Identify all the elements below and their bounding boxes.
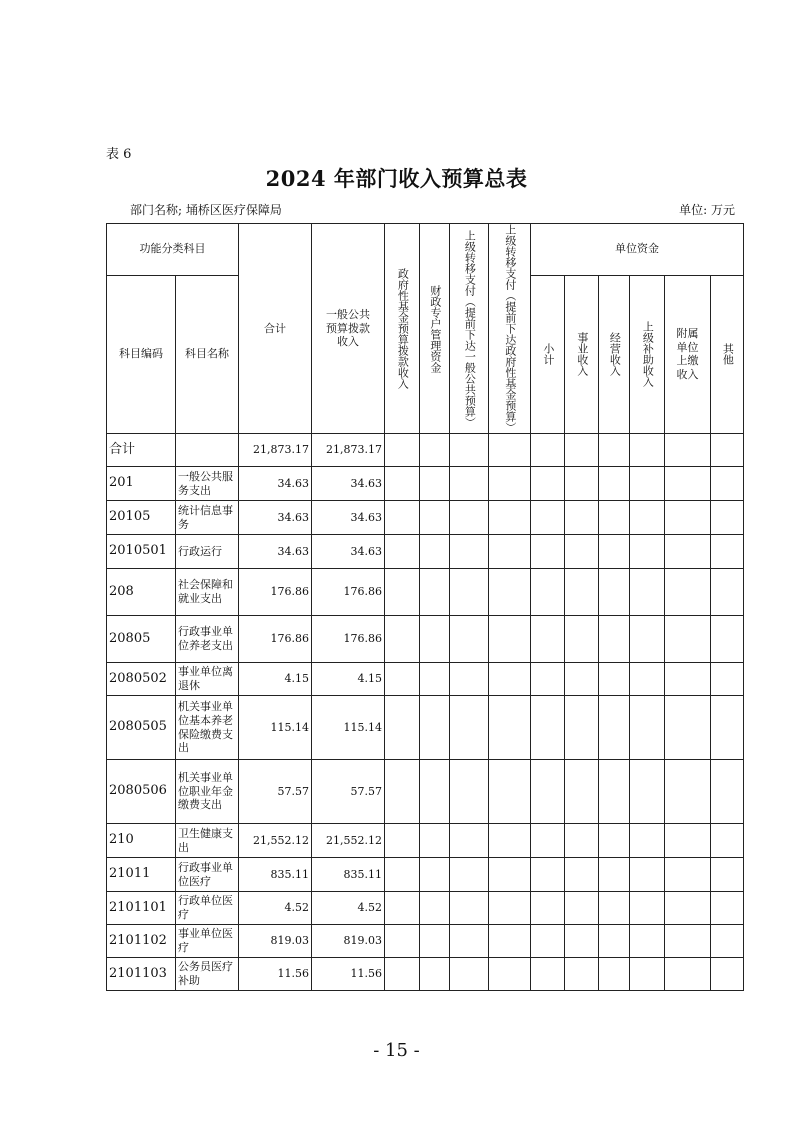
empty-cell <box>385 467 420 501</box>
header-functional-category: 功能分类科目 <box>107 224 239 276</box>
empty-cell <box>599 467 630 501</box>
empty-cell <box>711 824 744 858</box>
header-upper-general: 上级转移支付（提前下达一般公共预算） <box>450 224 489 434</box>
general-public-cell: 11.56 <box>312 958 385 991</box>
table-row <box>107 569 744 616</box>
subject-name-cell: 统计信息事务 <box>176 501 239 535</box>
empty-cell <box>565 958 599 991</box>
subject-name-cell: 一般公共服务支出 <box>176 467 239 501</box>
empty-cell <box>531 925 565 958</box>
header-subtotal: 小计 <box>531 275 565 433</box>
total-cell: 4.15 <box>239 663 312 696</box>
empty-cell <box>385 434 420 467</box>
empty-cell <box>385 501 420 535</box>
empty-cell <box>420 892 450 925</box>
empty-cell <box>565 535 599 569</box>
empty-cell <box>450 958 489 991</box>
subject-name-cell: 卫生健康支出 <box>176 824 239 858</box>
total-cell: 21,873.17 <box>239 434 312 467</box>
general-public-cell: 176.86 <box>312 569 385 616</box>
general-public-cell: 176.86 <box>312 616 385 663</box>
empty-cell <box>420 569 450 616</box>
general-public-cell: 34.63 <box>312 467 385 501</box>
subject-name-cell: 行政运行 <box>176 535 239 569</box>
empty-cell <box>385 696 420 760</box>
empty-cell <box>711 616 744 663</box>
header-fiscal-special: 财政专户管理资金 <box>420 224 450 434</box>
general-public-cell: 4.52 <box>312 892 385 925</box>
subject-code-cell: 2080506 <box>107 760 176 824</box>
empty-cell <box>385 958 420 991</box>
table-row <box>107 467 744 501</box>
subject-code-cell: 2080505 <box>107 696 176 760</box>
empty-cell <box>531 958 565 991</box>
empty-cell <box>489 501 531 535</box>
total-cell: 835.11 <box>239 858 312 892</box>
general-public-cell: 4.15 <box>312 663 385 696</box>
empty-cell <box>630 569 665 616</box>
empty-cell <box>711 663 744 696</box>
total-cell: 34.63 <box>239 501 312 535</box>
empty-cell <box>665 501 711 535</box>
header-gov-fund: 政府性基金预算拨款收入 <box>385 224 420 434</box>
empty-cell <box>599 569 630 616</box>
empty-cell <box>665 467 711 501</box>
empty-cell <box>711 467 744 501</box>
page-title: 2024 年部门收入预算总表 <box>265 166 528 191</box>
empty-cell <box>599 824 630 858</box>
subject-name-cell: 机关事业单位基本养老保险缴费支出 <box>176 696 239 760</box>
header-business-income: 事业收入 <box>565 275 599 433</box>
unit-label: 单位: 万元 <box>679 203 735 217</box>
empty-cell <box>420 696 450 760</box>
table-row <box>107 696 744 760</box>
empty-cell <box>450 824 489 858</box>
empty-cell <box>420 616 450 663</box>
empty-cell <box>630 663 665 696</box>
empty-cell <box>630 434 665 467</box>
empty-cell <box>531 434 565 467</box>
empty-cell <box>420 663 450 696</box>
empty-cell <box>599 892 630 925</box>
empty-cell <box>489 535 531 569</box>
empty-cell <box>565 858 599 892</box>
table-row <box>107 616 744 663</box>
empty-cell <box>565 663 599 696</box>
empty-cell <box>489 616 531 663</box>
total-cell: 21,552.12 <box>239 824 312 858</box>
empty-cell <box>420 824 450 858</box>
empty-cell <box>565 616 599 663</box>
empty-cell <box>450 760 489 824</box>
empty-cell <box>531 663 565 696</box>
general-public-cell: 115.14 <box>312 696 385 760</box>
empty-cell <box>565 501 599 535</box>
empty-cell <box>565 925 599 958</box>
empty-cell <box>450 858 489 892</box>
empty-cell <box>531 892 565 925</box>
empty-cell <box>420 760 450 824</box>
empty-cell <box>711 535 744 569</box>
subject-name-cell: 事业单位离退休 <box>176 663 239 696</box>
header-unit-funds: 单位资金 <box>531 224 744 276</box>
empty-cell <box>630 467 665 501</box>
empty-cell <box>489 958 531 991</box>
subject-name-cell: 行政单位医疗 <box>176 892 239 925</box>
empty-cell <box>385 569 420 616</box>
header-subject-name: 科目名称 <box>176 275 239 433</box>
subject-code-cell: 2101103 <box>107 958 176 991</box>
empty-cell <box>630 616 665 663</box>
subject-code-cell: 20105 <box>107 501 176 535</box>
header-affiliated-income: 附属单位上缴收入 <box>665 275 711 433</box>
subject-code-cell: 210 <box>107 824 176 858</box>
table-row <box>107 434 744 467</box>
empty-cell <box>599 760 630 824</box>
total-cell: 57.57 <box>239 760 312 824</box>
subject-code-cell: 2010501 <box>107 535 176 569</box>
empty-cell <box>565 467 599 501</box>
subject-code-cell: 201 <box>107 467 176 501</box>
empty-cell <box>630 958 665 991</box>
total-cell: 34.63 <box>239 535 312 569</box>
empty-cell <box>565 569 599 616</box>
header-upper-gov-fund: 上级转移支付（提前下达政府性基金预算） <box>489 224 531 434</box>
empty-cell <box>531 760 565 824</box>
subject-code-cell: 2101101 <box>107 892 176 925</box>
subject-name-cell: 机关事业单位职业年金缴费支出 <box>176 760 239 824</box>
empty-cell <box>385 616 420 663</box>
budget-table <box>106 223 744 991</box>
empty-cell <box>420 501 450 535</box>
empty-cell <box>599 501 630 535</box>
empty-cell <box>565 696 599 760</box>
empty-cell <box>599 535 630 569</box>
empty-cell <box>711 569 744 616</box>
empty-cell <box>531 467 565 501</box>
empty-cell <box>489 696 531 760</box>
page-number: - 15 - <box>373 1040 420 1061</box>
empty-cell <box>665 892 711 925</box>
empty-cell <box>665 696 711 760</box>
general-public-cell: 34.63 <box>312 501 385 535</box>
table-row <box>107 760 744 824</box>
empty-cell <box>385 824 420 858</box>
empty-cell <box>489 760 531 824</box>
empty-cell <box>565 824 599 858</box>
table-label: 表 6 <box>106 147 132 162</box>
general-public-cell: 21,873.17 <box>312 434 385 467</box>
empty-cell <box>711 925 744 958</box>
empty-cell <box>420 925 450 958</box>
table-row <box>107 824 744 858</box>
empty-cell <box>665 958 711 991</box>
empty-cell <box>450 925 489 958</box>
empty-cell <box>711 501 744 535</box>
empty-cell <box>665 434 711 467</box>
empty-cell <box>450 696 489 760</box>
table-row <box>107 501 744 535</box>
empty-cell <box>420 858 450 892</box>
empty-cell <box>450 434 489 467</box>
table-row <box>107 663 744 696</box>
total-cell: 4.52 <box>239 892 312 925</box>
table-row <box>107 858 744 892</box>
total-cell: 176.86 <box>239 616 312 663</box>
empty-cell <box>385 925 420 958</box>
empty-cell <box>450 569 489 616</box>
empty-cell <box>665 824 711 858</box>
header-other: 其他 <box>711 275 744 433</box>
empty-cell <box>489 925 531 958</box>
empty-cell <box>420 467 450 501</box>
subject-code-cell: 2080502 <box>107 663 176 696</box>
empty-cell <box>665 760 711 824</box>
empty-cell <box>450 535 489 569</box>
empty-cell <box>489 434 531 467</box>
general-public-cell: 57.57 <box>312 760 385 824</box>
subject-code-cell: 2101102 <box>107 925 176 958</box>
header-subject-code: 科目编码 <box>107 275 176 433</box>
empty-cell <box>711 892 744 925</box>
general-public-cell: 835.11 <box>312 858 385 892</box>
empty-cell <box>385 663 420 696</box>
empty-cell <box>489 569 531 616</box>
header-operating-income: 经营收入 <box>599 275 630 433</box>
total-cell: 115.14 <box>239 696 312 760</box>
empty-cell <box>565 434 599 467</box>
empty-cell <box>531 696 565 760</box>
table-row <box>107 892 744 925</box>
empty-cell <box>630 892 665 925</box>
subject-name-cell: 行政事业单位养老支出 <box>176 616 239 663</box>
header-upper-subsidy: 上级补助收入 <box>630 275 665 433</box>
empty-cell <box>531 858 565 892</box>
empty-cell <box>599 958 630 991</box>
general-public-cell: 34.63 <box>312 535 385 569</box>
empty-cell <box>665 925 711 958</box>
empty-cell <box>420 434 450 467</box>
empty-cell <box>630 858 665 892</box>
empty-cell <box>711 434 744 467</box>
empty-cell <box>599 696 630 760</box>
empty-cell <box>385 892 420 925</box>
empty-cell <box>665 569 711 616</box>
empty-cell <box>665 616 711 663</box>
total-cell: 11.56 <box>239 958 312 991</box>
subject-name-cell: 社会保障和就业支出 <box>176 569 239 616</box>
empty-cell <box>385 760 420 824</box>
empty-cell <box>565 892 599 925</box>
general-public-cell: 819.03 <box>312 925 385 958</box>
empty-cell <box>630 925 665 958</box>
table-row <box>107 925 744 958</box>
empty-cell <box>531 569 565 616</box>
subject-name-cell: 事业单位医疗 <box>176 925 239 958</box>
empty-cell <box>599 616 630 663</box>
empty-cell <box>531 535 565 569</box>
subject-code-cell: 合计 <box>107 434 176 467</box>
empty-cell <box>565 760 599 824</box>
table-row <box>107 535 744 569</box>
subject-name-cell <box>176 434 239 467</box>
empty-cell <box>489 858 531 892</box>
empty-cell <box>420 535 450 569</box>
header-general-public: 一般公共预算拨款收入 <box>312 224 385 434</box>
empty-cell <box>630 760 665 824</box>
empty-cell <box>599 663 630 696</box>
empty-cell <box>450 663 489 696</box>
empty-cell <box>665 663 711 696</box>
table-row <box>107 958 744 991</box>
empty-cell <box>450 616 489 663</box>
empty-cell <box>489 467 531 501</box>
subject-code-cell: 21011 <box>107 858 176 892</box>
total-cell: 34.63 <box>239 467 312 501</box>
empty-cell <box>599 858 630 892</box>
empty-cell <box>531 616 565 663</box>
empty-cell <box>489 824 531 858</box>
empty-cell <box>599 925 630 958</box>
general-public-cell: 21,552.12 <box>312 824 385 858</box>
empty-cell <box>711 760 744 824</box>
empty-cell <box>599 434 630 467</box>
subject-name-cell: 行政事业单位医疗 <box>176 858 239 892</box>
empty-cell <box>630 696 665 760</box>
empty-cell <box>385 858 420 892</box>
empty-cell <box>450 467 489 501</box>
empty-cell <box>630 501 665 535</box>
subject-name-cell: 公务员医疗补助 <box>176 958 239 991</box>
empty-cell <box>385 535 420 569</box>
subject-code-cell: 208 <box>107 569 176 616</box>
empty-cell <box>665 858 711 892</box>
empty-cell <box>531 501 565 535</box>
header-total: 合计 <box>239 224 312 434</box>
empty-cell <box>711 958 744 991</box>
empty-cell <box>630 535 665 569</box>
empty-cell <box>711 696 744 760</box>
total-cell: 176.86 <box>239 569 312 616</box>
empty-cell <box>489 663 531 696</box>
empty-cell <box>450 892 489 925</box>
empty-cell <box>630 824 665 858</box>
empty-cell <box>420 958 450 991</box>
empty-cell <box>450 501 489 535</box>
empty-cell <box>531 824 565 858</box>
empty-cell <box>665 535 711 569</box>
department-name: 部门名称; 埇桥区医疗保障局 <box>130 203 282 217</box>
empty-cell <box>711 858 744 892</box>
total-cell: 819.03 <box>239 925 312 958</box>
subject-code-cell: 20805 <box>107 616 176 663</box>
empty-cell <box>489 892 531 925</box>
